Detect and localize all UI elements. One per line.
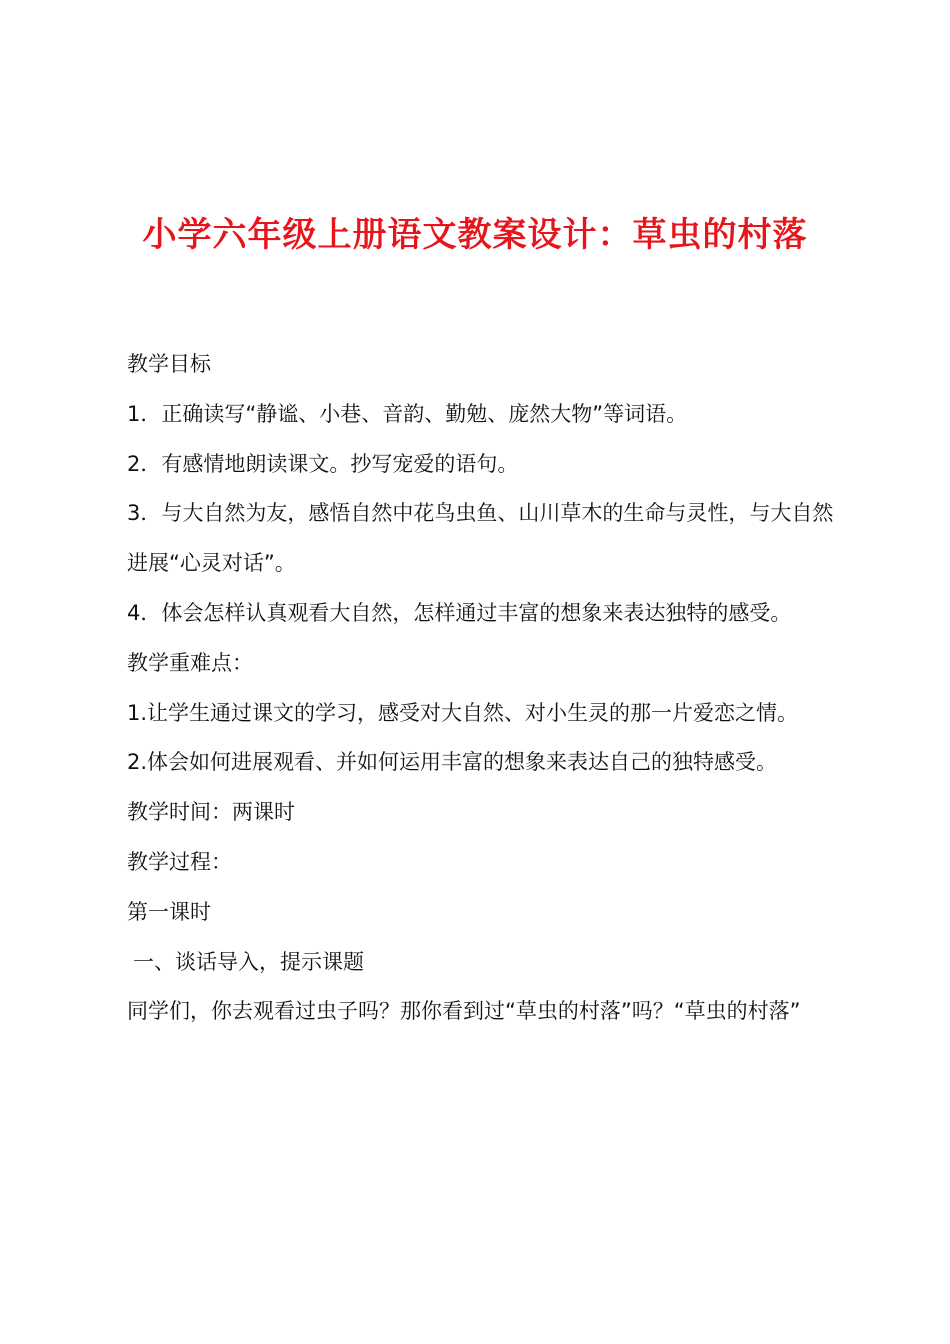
key-point-item-1: 1.让学生通过课文的学习，感受对大自然、对小生灵的那一片爱恋之情。 <box>127 700 799 725</box>
objective-item-2: 2．有感情地朗读课文。抄写宠爱的语句。 <box>127 451 519 476</box>
paragraph-intro: 同学们，你去观看过虫子吗？那你看到过“草虫的村落”吗？“草虫的村落” <box>127 999 801 1024</box>
section-heading-process: 教学过程： <box>127 849 232 874</box>
document-body <box>127 340 837 1037</box>
objective-item-3: 3．与大自然为友，感悟自然中花鸟虫鱼、山川草木的生命与灵性，与大自然进展“心灵对话”。 <box>127 501 834 576</box>
section-heading-key-points: 教学重难点： <box>127 650 253 675</box>
step-heading-1: 一、谈话导入，提示课题 <box>133 949 364 974</box>
document-title: 小学六年级上册语文教案设计：草虫的村落 <box>142 215 808 255</box>
lesson-heading-first: 第一课时 <box>127 899 211 924</box>
objective-item-4: 4．体会怎样认真观看大自然，怎样通过丰富的想象来表达独特的感受。 <box>127 600 792 625</box>
section-heading-objectives: 教学目标 <box>127 352 211 376</box>
objective-item-1: 1．正确读写“静谧、小巷、音韵、勤勉、庞然大物”等词语。 <box>127 401 688 426</box>
key-point-item-2: 2.体会如何进展观看、并如何运用丰富的想象来表达自己的独特感受。 <box>127 750 778 775</box>
teaching-time: 教学时间：两课时 <box>127 800 295 825</box>
